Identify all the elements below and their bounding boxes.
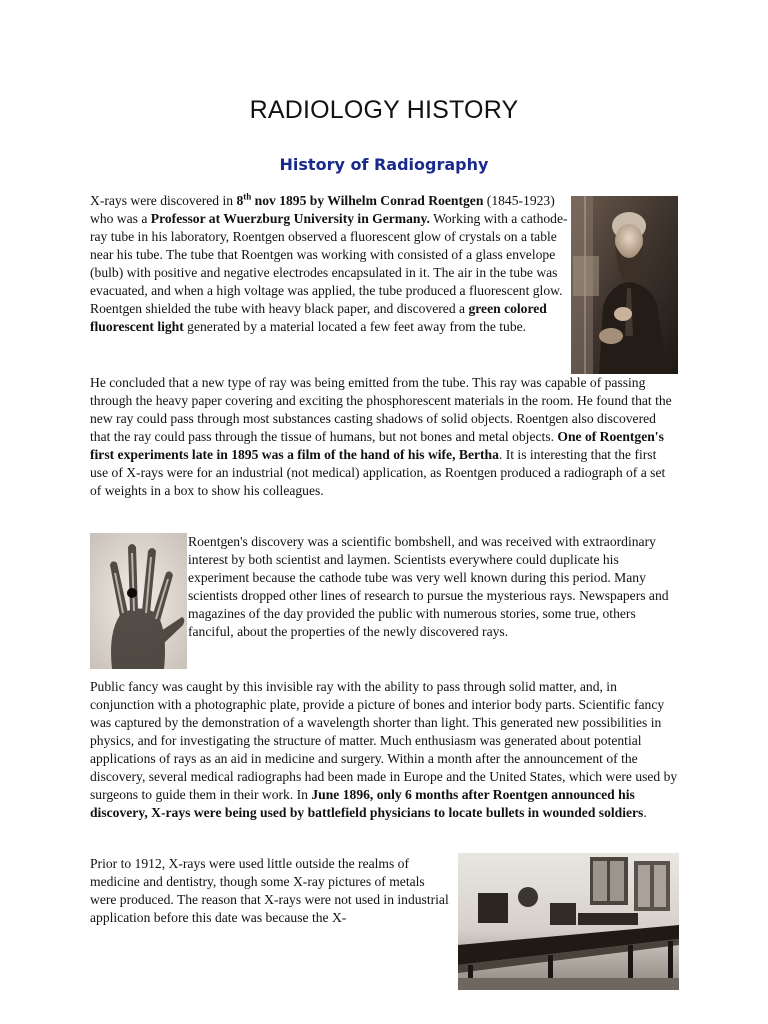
paragraph-conclusion: [90, 374, 675, 500]
text-run: . It is interesting that the first use of X-rays were for an industrial (not medical) application, as Roentgen produced a radiograph of a set of weights in a box to show his colleagues.: [90, 447, 666, 498]
bold-run: [236, 193, 483, 208]
bold-text: nov 1895 by Wilhelm Conrad Roentgen: [251, 193, 484, 208]
bold-run: One of Roentgen's first experiments late in 1895 was a film of the hand of his wife, Bertha: [90, 429, 664, 462]
text-run: Public fancy was caught by this invisible ray with the ability to pass through solid matter, and, in conjunction with a photographic plate, provide a picture of bones and interior body parts. Scientific fancy was captured by the demonstration of a wavelength shorter than light. This generated new possibilities in physics, and for investigating the structure of matter. Much enthusiasm was generated about potential applications of rays as an aid in medicine and surgery. Within a month after the announcement of the discovery, several medical radiographs had been made in Europe and the United States, which were used by surgeons to guide them in their work. In: [90, 679, 678, 802]
bold-text: 8: [236, 193, 244, 208]
hand-xray-image: [90, 533, 187, 669]
text-run: generated by a material located a few feet away from the tube.: [183, 319, 527, 334]
text-run: He concluded that a new type of ray was being emitted from the tube. This ray was capable of passing through the heavy paper covering and exciting the phosphorescent materials in the room. He found that the new ray could pass through most substances casting shadows of solid objects. Roentgen also discovered that the ray could pass through the tissue of humans, but not bones and metal objects.: [90, 375, 672, 444]
text-run: .: [643, 805, 647, 820]
bold-run: Professor at Wuerzburg University in Germany.: [150, 211, 430, 226]
paragraph-public-fancy: [90, 678, 680, 822]
text-run: Working with a cathode-ray tube in his laboratory, Roentgen observed a fluorescent glow of crystals on a table near his tube. The tube that Roentgen was working with consisted of a glass envelope (bulb) with positive and negative electrodes encapsulated in it. The air in the tube was evacuated, and when a high voltage was applied, the tube produced a fluorescent glow. Roentgen shielded the tube with heavy black paper, and discovered a: [90, 211, 568, 316]
text-run: X-rays were discovered in: [90, 193, 237, 208]
laboratory-photo-graphic: [458, 853, 679, 990]
text-run: (1845-1923) who was a: [90, 193, 555, 226]
hand-xray-graphic: [90, 533, 187, 669]
paragraph-prior-1912: Prior to 1912, X-rays were used little outside the realms of medicine and dentistry, though some X-ray pictures of metals were produced. The reason that X-rays were not used in industrial application before this date was because the X-: [90, 856, 449, 925]
roentgen-portrait-graphic: [571, 196, 678, 374]
laboratory-photo-image: [458, 853, 679, 990]
superscript: th: [243, 191, 252, 202]
paragraph-discovery: [90, 192, 568, 336]
bold-run: June 1896, only 6 months after Roentgen announced his discovery, X-rays were being used by battlefield physicians to locate bullets in wounded soldiers: [90, 787, 644, 820]
page-title: RADIOLOGY HISTORY: [249, 96, 519, 124]
bold-run: green colored fluorescent light: [90, 301, 547, 334]
paragraph-bombshell: Roentgen's discovery was a scientific bombshell, and was received with extraordinary interest by both scientist and laymen. Scientists everywhere could duplicate his experiment because the cathode tube was very well known during this period. Many scientists dropped other lines of research to pursue the mysterious rays. Newspapers and magazines of the day provided the public with numerous stories, some true, others fanciful, about the properties of the newly discovered rays.: [188, 534, 669, 639]
roentgen-portrait-image: [571, 196, 678, 374]
section-heading: History of Radiography: [279, 155, 489, 174]
ring-mark: [127, 588, 137, 598]
